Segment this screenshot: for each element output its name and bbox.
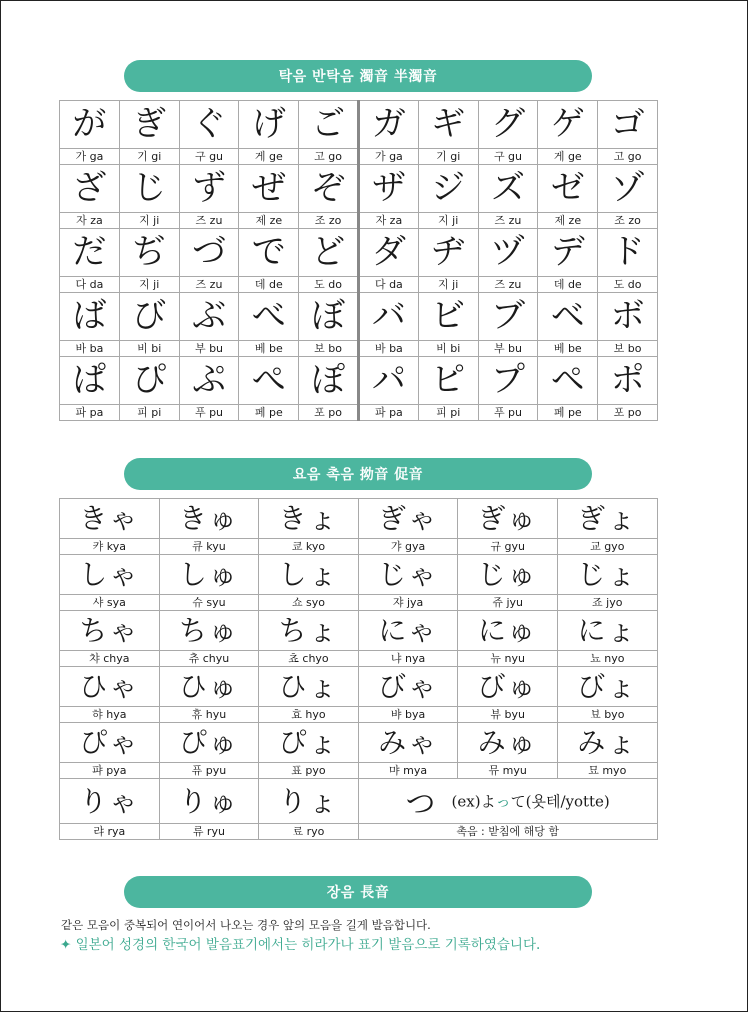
kana-cell: ゲ [538, 101, 598, 149]
kana-cell: パ [358, 357, 418, 405]
youon-kana-cell: ちょ [259, 611, 359, 651]
youon-reading-cell: 쵸 chyo [259, 651, 359, 667]
reading-cell: 기 gi [418, 149, 478, 165]
kana-cell: ダ [358, 229, 418, 277]
youon-reading-cell: 쥬 jyu [458, 595, 558, 611]
reading-cell: 푸 pu [478, 405, 538, 421]
youon-reading-cell: 퍄 pya [60, 763, 160, 779]
kana-cell: ぐ [179, 101, 239, 149]
reading-cell: 베 be [538, 341, 598, 357]
youon-kana-cell: ひょ [259, 667, 359, 707]
kana-cell: ず [179, 165, 239, 213]
youon-reading-cell: 료 ryo [259, 824, 359, 840]
sokuon-char: つ [405, 787, 436, 822]
reading-cell: 구 gu [179, 149, 239, 165]
reading-cell: 파 pa [358, 405, 418, 421]
reading-cell: 자 za [358, 213, 418, 229]
youon-kana-cell: ひゅ [159, 667, 259, 707]
reading-cell: 도 do [598, 277, 658, 293]
kana-cell: づ [179, 229, 239, 277]
reading-cell: 포 po [598, 405, 658, 421]
kana-cell: デ [538, 229, 598, 277]
reading-cell: 게 ge [538, 149, 598, 165]
reading-cell: 고 go [598, 149, 658, 165]
kana-cell: べ [239, 293, 299, 341]
youon-reading-cell: 뉴 nyu [458, 651, 558, 667]
reading-cell: 즈 zu [179, 277, 239, 293]
kana-cell: ぞ [299, 165, 359, 213]
reading-cell: 도 do [299, 277, 359, 293]
reading-cell: 고 go [299, 149, 359, 165]
reading-cell: 피 pi [119, 405, 179, 421]
youon-reading-cell: 쿄 kyo [259, 539, 359, 555]
reading-cell: 지 ji [119, 213, 179, 229]
youon-reading-cell: 뇨 nyo [557, 651, 657, 667]
youon-table [59, 498, 658, 840]
youon-reading-cell: 류 ryu [159, 824, 259, 840]
kana-cell: ガ [358, 101, 418, 149]
youon-kana-cell: びょ [557, 667, 657, 707]
kana-cell: ビ [418, 293, 478, 341]
youon-kana-cell: ぴゅ [159, 723, 259, 763]
reading-cell: 지 ji [119, 277, 179, 293]
kana-cell: で [239, 229, 299, 277]
example-prefix: (ex)よ [451, 792, 496, 811]
youon-kana-cell: きゃ [60, 499, 160, 539]
example-small-tsu: っ [495, 792, 511, 811]
youon-reading-cell: 샤 sya [60, 595, 160, 611]
youon-kana-cell: みゃ [358, 723, 458, 763]
youon-kana-cell: ぴゃ [60, 723, 160, 763]
youon-reading-cell: 츄 chyu [159, 651, 259, 667]
kana-cell: ぴ [119, 357, 179, 405]
long-vowel-description: 같은 모음이 중복되어 연이어서 나오는 경우 앞의 모음을 길게 발음합니다. [61, 918, 431, 932]
kana-cell: だ [60, 229, 120, 277]
kana-cell: ゾ [598, 165, 658, 213]
kana-cell: ブ [478, 293, 538, 341]
reading-cell: 다 da [60, 277, 120, 293]
kana-cell: バ [358, 293, 418, 341]
youon-reading-cell: 쇼 syo [259, 595, 359, 611]
youon-kana-cell: しょ [259, 555, 359, 595]
youon-reading-cell: 휴 hyu [159, 707, 259, 723]
youon-kana-cell: りゃ [60, 779, 160, 824]
youon-reading-cell: 챠 chya [60, 651, 160, 667]
reading-cell: 부 bu [179, 341, 239, 357]
kana-cell: ぼ [299, 293, 359, 341]
sokuon-example [358, 779, 657, 824]
youon-kana-cell: ちゃ [60, 611, 160, 651]
sokuon-note: 촉음 : 받침에 해당 함 [358, 824, 657, 840]
kana-cell: ぜ [239, 165, 299, 213]
youon-reading-cell: 교 gyo [557, 539, 657, 555]
kana-cell: ズ [478, 165, 538, 213]
kana-cell: ド [598, 229, 658, 277]
youon-kana-cell: にゅ [458, 611, 558, 651]
kana-cell: グ [478, 101, 538, 149]
kana-cell: ぺ [239, 357, 299, 405]
youon-kana-cell: じゃ [358, 555, 458, 595]
reading-cell: 포 po [299, 405, 359, 421]
youon-reading-cell: 랴 rya [60, 824, 160, 840]
reading-cell: 데 de [538, 277, 598, 293]
kana-cell: ヅ [478, 229, 538, 277]
kana-cell: ぎ [119, 101, 179, 149]
youon-kana-cell: ぎょ [557, 499, 657, 539]
reading-cell: 구 gu [478, 149, 538, 165]
youon-reading-cell: 뷰 byu [458, 707, 558, 723]
kana-cell: ざ [60, 165, 120, 213]
youon-reading-cell: 냐 nya [358, 651, 458, 667]
reading-cell: 데 de [239, 277, 299, 293]
reading-cell: 비 bi [119, 341, 179, 357]
reading-cell: 조 zo [299, 213, 359, 229]
kana-cell: ベ [538, 293, 598, 341]
reading-cell: 제 ze [538, 213, 598, 229]
reading-cell: 가 ga [60, 149, 120, 165]
kana-cell: ポ [598, 357, 658, 405]
kana-cell: ボ [598, 293, 658, 341]
youon-reading-cell: 규 gyu [458, 539, 558, 555]
youon-reading-cell: 슈 syu [159, 595, 259, 611]
youon-kana-cell: しゃ [60, 555, 160, 595]
youon-kana-cell: みょ [557, 723, 657, 763]
reading-cell: 가 ga [358, 149, 418, 165]
youon-reading-cell: 표 pyo [259, 763, 359, 779]
reading-cell: 피 pi [418, 405, 478, 421]
reading-cell: 보 bo [598, 341, 658, 357]
kana-cell: ペ [538, 357, 598, 405]
reading-cell: 페 pe [538, 405, 598, 421]
example-suffix: て(욧테/yotte) [510, 792, 610, 811]
kana-cell: ぢ [119, 229, 179, 277]
pronunciation-note: ✦ 일본어 성경의 한국어 발음표기에서는 히라가나 표기 발음으로 기록하였습니다. [60, 937, 541, 953]
kana-cell: ヂ [418, 229, 478, 277]
dakuon-table [59, 100, 658, 421]
youon-reading-cell: 뮤 myu [458, 763, 558, 779]
youon-kana-cell: りゅ [159, 779, 259, 824]
youon-kana-cell: ぎゅ [458, 499, 558, 539]
reading-cell: 즈 zu [179, 213, 239, 229]
reading-cell: 보 bo [299, 341, 359, 357]
reading-cell: 파 pa [60, 405, 120, 421]
youon-reading-cell: 뱌 bya [358, 707, 458, 723]
youon-reading-cell: 쟈 jya [358, 595, 458, 611]
youon-kana-cell: びゅ [458, 667, 558, 707]
reading-cell: 다 da [358, 277, 418, 293]
youon-reading-cell: 갸 gya [358, 539, 458, 555]
kana-cell: ギ [418, 101, 478, 149]
youon-kana-cell: しゅ [159, 555, 259, 595]
reading-cell: 자 za [60, 213, 120, 229]
kana-cell: ぱ [60, 357, 120, 405]
reading-cell: 비 bi [418, 341, 478, 357]
youon-reading-cell: 뵤 byo [557, 707, 657, 723]
kana-cell: ど [299, 229, 359, 277]
youon-kana-cell: びゃ [358, 667, 458, 707]
youon-reading-cell: 퓨 pyu [159, 763, 259, 779]
kana-cell: ザ [358, 165, 418, 213]
youon-kana-cell: ぴょ [259, 723, 359, 763]
kana-cell: げ [239, 101, 299, 149]
kana-cell: び [119, 293, 179, 341]
youon-kana-cell: じゅ [458, 555, 558, 595]
youon-reading-cell: 캬 kya [60, 539, 160, 555]
reading-cell: 푸 pu [179, 405, 239, 421]
kana-cell: ご [299, 101, 359, 149]
kana-cell: ぷ [179, 357, 239, 405]
reading-cell: 페 pe [239, 405, 299, 421]
youon-kana-cell: じょ [557, 555, 657, 595]
youon-kana-cell: にゃ [358, 611, 458, 651]
reading-cell: 지 ji [418, 213, 478, 229]
youon-kana-cell: ちゅ [159, 611, 259, 651]
youon-kana-cell: ひゃ [60, 667, 160, 707]
reading-cell: 게 ge [239, 149, 299, 165]
kana-cell: ジ [418, 165, 478, 213]
youon-reading-cell: 먀 mya [358, 763, 458, 779]
kana-cell: ぽ [299, 357, 359, 405]
youon-kana-cell: ぎゃ [358, 499, 458, 539]
youon-kana-cell: きょ [259, 499, 359, 539]
section-header-chouon: 장음 長音 [124, 876, 592, 908]
youon-reading-cell: 햐 hya [60, 707, 160, 723]
section-header-youon: 요음 촉음 拗音 促音 [124, 458, 592, 490]
reading-cell: 즈 zu [478, 213, 538, 229]
reading-cell: 부 bu [478, 341, 538, 357]
reading-cell: 지 ji [418, 277, 478, 293]
youon-reading-cell: 효 hyo [259, 707, 359, 723]
kana-cell: ゴ [598, 101, 658, 149]
youon-kana-cell: きゅ [159, 499, 259, 539]
kana-cell: ピ [418, 357, 478, 405]
kana-cell: じ [119, 165, 179, 213]
youon-reading-cell: 묘 myo [557, 763, 657, 779]
kana-cell: プ [478, 357, 538, 405]
section-header-dakuon: 탁음 반탁음 濁音 半濁音 [124, 60, 592, 92]
reading-cell: 즈 zu [478, 277, 538, 293]
reading-cell: 바 ba [358, 341, 418, 357]
reading-cell: 바 ba [60, 341, 120, 357]
youon-reading-cell: 큐 kyu [159, 539, 259, 555]
kana-cell: ぶ [179, 293, 239, 341]
reading-cell: 기 gi [119, 149, 179, 165]
reading-cell: 베 be [239, 341, 299, 357]
kana-cell: が [60, 101, 120, 149]
youon-reading-cell: 죠 jyo [557, 595, 657, 611]
kana-cell: ゼ [538, 165, 598, 213]
reading-cell: 조 zo [598, 213, 658, 229]
sokuon-example-text [452, 793, 610, 811]
youon-kana-cell: にょ [557, 611, 657, 651]
kana-cell: ば [60, 293, 120, 341]
youon-kana-cell: りょ [259, 779, 359, 824]
youon-kana-cell: みゅ [458, 723, 558, 763]
reading-cell: 제 ze [239, 213, 299, 229]
